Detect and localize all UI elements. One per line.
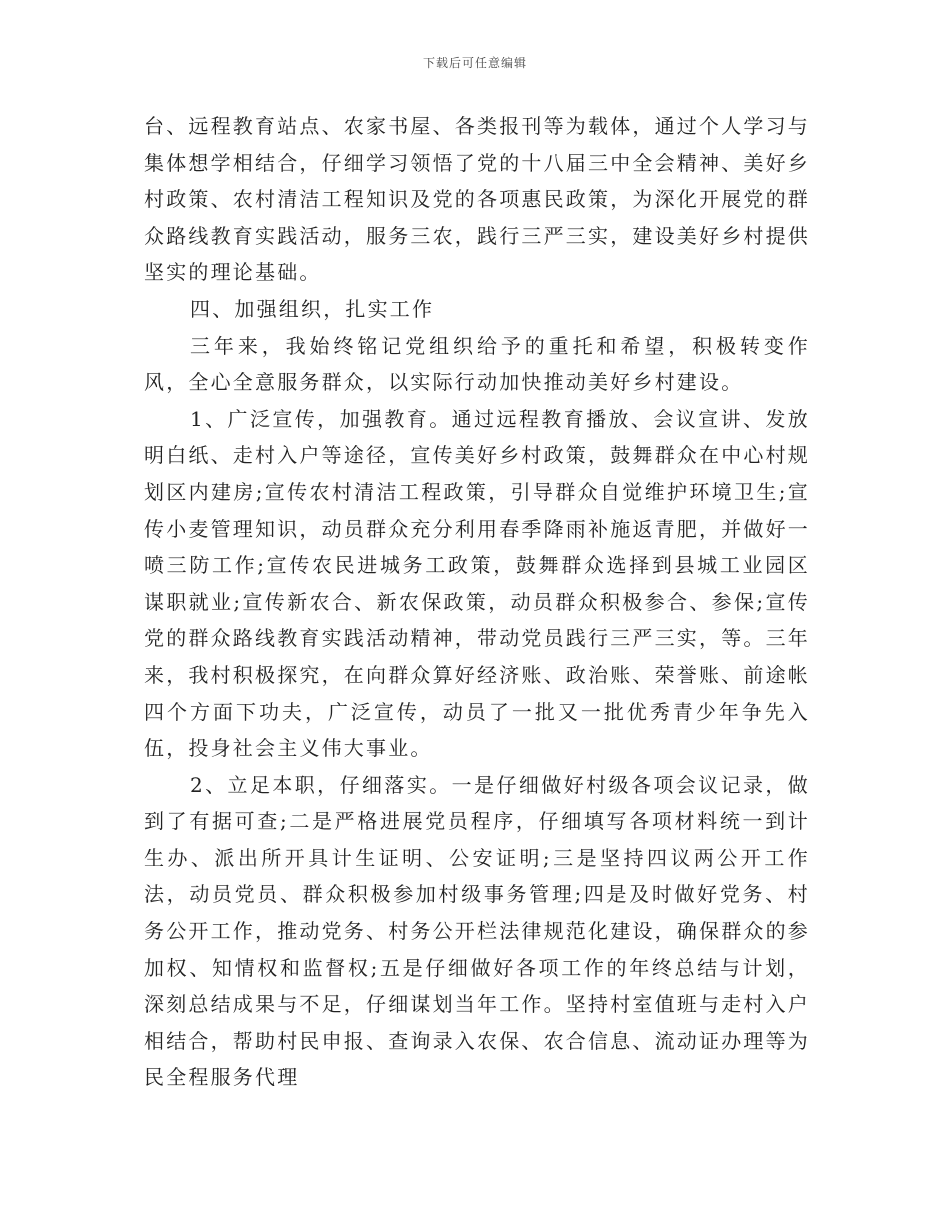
paragraph: 三年来，我始终铭记党组织给予的重托和希望，积极转变作风，全心全意服务群众，以实际行动加快推动美好乡村建设。 [144,333,810,395]
document-body [144,108,810,1096]
section-heading: 四、加强组织，扎实工作 [190,296,435,321]
paragraph: 台、远程教育站点、农家书屋、各类报刊等为载体，通过个人学习与集体想学相结合，仔细学习领悟了党的十八届三中全会精神、美好乡村政策、农村清洁工程知识及党的各项惠民政策，为深化开展党的群众路线教育实践活动，服务三农，践行三严三实，建设美好乡村提供坚实的理论基础。 [144,114,810,285]
paragraph: 2、立足本职，仔细落实。一是仔细做好村级各项会议记录，做到了有据可查;二是严格进展党员程序，仔细填写各项材料统一到计生办、派出所开具计生证明、公安证明;三是坚持四议两公开工作法，动员党员、群众积极参加村级事务管理;四是及时做好党务、村务公开工作，推动党务、村务公开栏法律规范化建设，确保群众的参加权、知情权和监督权;五是仔细做好各项工作的年终总结与计划，深刻总结成果与不足，仔细谋划当年工作。坚持村室值班与走村入户相结合，帮助村民申报、查询录入农保、农合信息、流动证办理等为民全程服务代理 [144,772,810,1090]
paragraph: 1、广泛宣传，加强教育。通过远程教育播放、会议宣讲、发放明白纸、走村入户等途径，宣传美好乡村政策，鼓舞群众在中心村规划区内建房;宣传农村清洁工程政策，引导群众自觉维护环境卫生;宣传小麦管理知识，动员群众充分利用春季降雨补施返青肥，并做好一喷三防工作;宣传农民进城务工政策，鼓舞群众选择到县城工业园区谋职就业;宣传新农合、新农保政策，动员群众积极参合、参保;宣传党的群众路线教育实践活动精神，带动党员践行三严三实，等。三年来，我村积极探究，在向群众算好经济账、政治账、荣誉账、前途帐四个方面下功夫，广泛宣传，动员了一批又一批优秀青少年争先入伍，投身社会主义伟大事业。 [144,406,810,761]
page-header: 下载后可任意编辑 [422,56,527,70]
